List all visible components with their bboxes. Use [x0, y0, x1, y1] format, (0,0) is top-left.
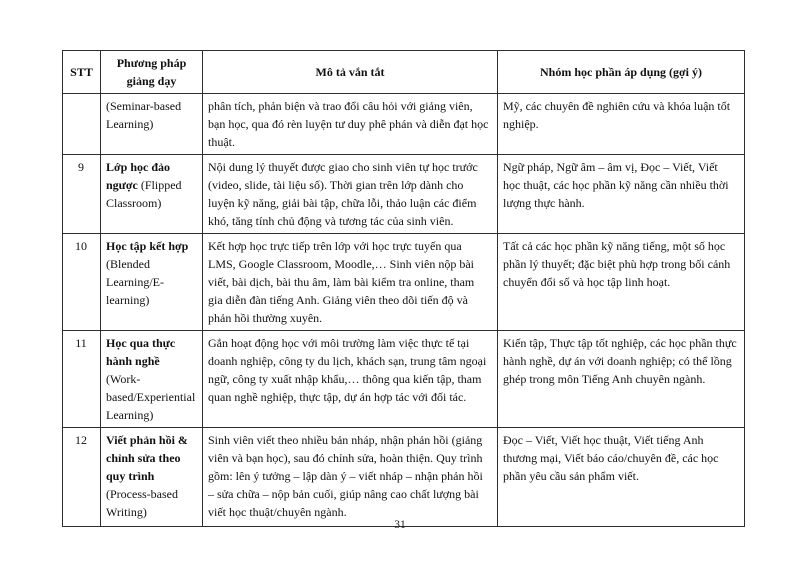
method-english: (Seminar-based Learning)	[106, 99, 182, 131]
cell-stt: 10	[63, 234, 101, 331]
col-header-stt: STT	[63, 51, 101, 94]
method-english: (Flipped Classroom)	[106, 178, 182, 210]
method-name: Lớp học đảo ngược	[106, 160, 170, 192]
cell-applies: Kiến tập, Thực tập tốt nghiệp, các học phần thực hành nghề, dự án với doanh nghiệp; có thể lồng ghép trong môn Tiếng Anh chuyên ngành.	[498, 331, 745, 428]
col-header-description: Mô tả vắn tắt	[203, 51, 498, 94]
table-header-row	[63, 51, 745, 94]
col-header-method: Phương pháp giảng dạy	[101, 51, 203, 94]
method-name: Viết phản hồi & chỉnh sửa theo quy trình	[106, 433, 188, 483]
page-number: 31	[394, 519, 406, 531]
cell-stt: 12	[63, 428, 101, 527]
cell-stt: 9	[63, 155, 101, 234]
cell-description: Kết hợp học trực tiếp trên lớp với học trực tuyến qua LMS, Google Classroom, Moodle,… Sinh viên nộp bài viết, bài dịch, bài thu âm, làm bài kiểm tra online, tham gia diễn đàn tiếng Anh. Giảng viên theo dõi tiến độ và phản hồi thường xuyên.	[203, 234, 498, 331]
method-name: Học tập kết hợp	[106, 239, 189, 253]
cell-description: phân tích, phản biện và trao đổi câu hỏi với giảng viên, bạn học, qua đó rèn luyện tư duy phê phán và diễn đạt học thuật.	[203, 94, 498, 155]
cell-description: Nội dung lý thuyết được giao cho sinh viên tự học trước (video, slide, tài liệu số). Thời gian trên lớp dành cho luyện kỹ năng, giải bài tập, chữa lỗi, thảo luận các điểm khó, tăng tính chủ động và tương tác của sinh viên.	[203, 155, 498, 234]
method-english: (Blended Learning/E-learning)	[106, 257, 164, 307]
method-name: Học qua thực hành nghề	[106, 336, 176, 368]
cell-method	[101, 331, 203, 428]
cell-method	[101, 155, 203, 234]
col-header-applies: Nhóm học phần áp dụng (gợi ý)	[498, 51, 745, 94]
cell-description: Gắn hoạt động học với môi trường làm việc thực tế tại doanh nghiệp, công ty du lịch, khách sạn, trung tâm ngoại ngữ, công ty xuất nhập khẩu,… thông qua kiến tập, tham quan nghề nghiệp, thực tập, dự án hợp tác với đối tác.	[203, 331, 498, 428]
cell-stt	[63, 94, 101, 155]
table-row	[63, 234, 745, 331]
table-row	[63, 155, 745, 234]
cell-method	[101, 428, 203, 527]
cell-applies: Tất cả các học phần kỹ năng tiếng, một số học phần lý thuyết; đặc biệt phù hợp trong bối cảnh chuyển đổi số và học tập linh hoạt.	[498, 234, 745, 331]
table-row	[63, 331, 745, 428]
teaching-methods-table	[62, 50, 745, 527]
cell-applies: Mỹ, các chuyên đề nghiên cứu và khóa luận tốt nghiệp.	[498, 94, 745, 155]
cell-method	[101, 234, 203, 331]
cell-applies: Ngữ pháp, Ngữ âm – âm vị, Đọc – Viết, Viết học thuật, các học phần kỹ năng cần nhiều thời lượng thực hành.	[498, 155, 745, 234]
method-english: (Process-based Writing)	[106, 487, 178, 519]
table-row	[63, 94, 745, 155]
method-english: (Work-based/Experiential Learning)	[106, 372, 196, 422]
cell-method	[101, 94, 203, 155]
cell-description: Sinh viên viết theo nhiều bản nháp, nhận phản hồi (giảng viên và bạn học), sau đó chỉnh sửa, hoàn thiện. Quy trình gồm: lên ý tưởng – lập dàn ý – viết nháp – nhận phản hồi – sửa chữa – nộp bản cuối, giúp nâng cao chất lượng bài viết học thuật/chuyên ngành.	[203, 428, 498, 527]
cell-applies: Đọc – Viết, Viết học thuật, Viết tiếng Anh thương mại, Viết báo cáo/chuyên đề, các học phần yêu cầu sản phẩm viết.	[498, 428, 745, 527]
table-row	[63, 428, 745, 527]
cell-stt: 11	[63, 331, 101, 428]
